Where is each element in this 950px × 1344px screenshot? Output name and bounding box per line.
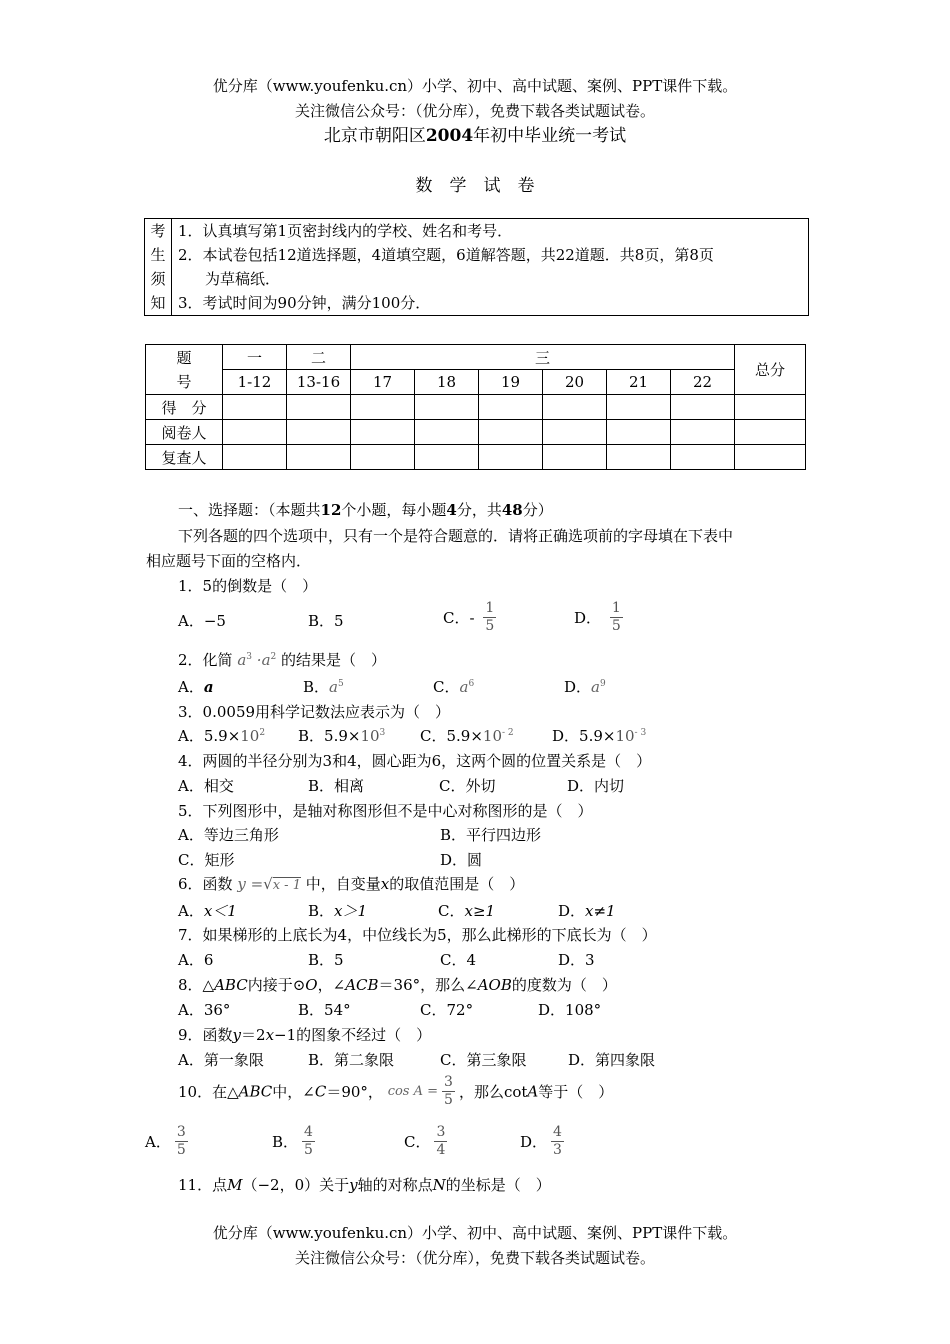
title-year: 2004 <box>425 126 474 146</box>
q4-option-a: A．相交 <box>178 777 234 795</box>
q8-option-b: B．54° <box>298 1001 351 1019</box>
q7-option-a: A．6 <box>178 951 214 969</box>
col-header: 20 <box>543 370 607 395</box>
fraction: $\frac{3}{5}$ <box>444 1074 453 1108</box>
col-header: 18 <box>415 370 479 395</box>
q7-stem: 7．如果梯形的上底长为4，中位线长为5，那么此梯形的下底长为（ ） <box>178 926 657 944</box>
q8-option-c: C．72° <box>420 1001 474 1019</box>
q3-option-c: C．$5.9\times 10^{- 2}$ <box>420 727 514 745</box>
q9-option-b: B．第二象限 <box>308 1051 395 1069</box>
footer-line-1: 优分库（www.youfenku.cn）小学、初中、高中试题、案例、PPT课件下载。 <box>212 1224 738 1242</box>
q9-option-a: A．第一象限 <box>178 1051 264 1069</box>
q10-option-c: C． $\frac{3}{4}$ <box>404 1124 446 1158</box>
q1-option-a: A．−5 <box>178 612 226 630</box>
q3-option-b: B．$5.9\times 10^3$ <box>298 727 386 745</box>
title-suffix: 年初中毕业统一考试 <box>473 126 627 146</box>
q7-option-b: B．5 <box>308 951 344 969</box>
section-one-header: 一 <box>223 345 287 370</box>
q6-stem: 6．函数 y =√x - 1 中，自变量x的取值范围是（ ） <box>178 875 525 893</box>
q10-option-a: A． $\frac{3}{5}$ <box>145 1124 186 1158</box>
q10-stem: 10．在△ABC中，∠C＝90°， cos A = $\frac{3}{5}$ ，那么cotA等于（ ） <box>178 1074 614 1108</box>
q8-option-a: A．36° <box>178 1001 231 1019</box>
q5-stem: 5．下列图形中，是轴对称图形但不是中心对称图形的是（ ） <box>178 802 593 820</box>
notice-item: 3．考试时间为90分钟，满分100分． <box>178 294 431 312</box>
q2-option-b: B．$a^5$ <box>303 678 344 696</box>
header-line-1: 优分库（www.youfenku.cn）小学、初中、高中试题、案例、PPT课件下载。 <box>212 77 738 95</box>
subtitle: 数 学 试 卷 <box>415 176 535 196</box>
row-label: 得 分 <box>146 395 223 420</box>
q9-option-d: D．第四象限 <box>568 1051 656 1069</box>
q5-option-c: C．矩形 <box>178 851 235 869</box>
notice-items <box>172 219 809 316</box>
fraction: $\frac{3}{5}$ <box>176 1124 186 1158</box>
col-header: 17 <box>351 370 415 395</box>
q5-option-b: B．平行四边形 <box>440 826 542 844</box>
q2-stem: 2．化简 $a^3 \cdot a^2$ 的结果是（ ） <box>178 651 387 669</box>
q1-option-b: B．5 <box>308 612 344 630</box>
exam-title <box>0 121 950 146</box>
q2-option-a: A．a <box>178 678 214 696</box>
row-label: 阅卷人 <box>146 420 223 445</box>
col-header: 22 <box>671 370 735 395</box>
q3-stem: 3．0.0059用科学记数法应表示为（ ） <box>178 703 451 721</box>
q10-option-b: B． $\frac{4}{5}$ <box>272 1124 313 1158</box>
q3-option-d: D．$5.9\times 10^{- 3}$ <box>552 727 647 745</box>
q9-stem: 9．函数y＝2x−1的图象不经过（ ） <box>178 1026 432 1044</box>
q8-option-d: D．108° <box>538 1001 602 1019</box>
notice-item: 2．本试卷包括12道选择题，4道填空题，6道解答题，共22道题．共8页，第8页 <box>178 246 714 264</box>
col-header: 21 <box>607 370 671 395</box>
instructions-line-2: 相应题号下面的空格内． <box>146 552 312 570</box>
q6-option-c: C．x≥1 <box>438 902 496 920</box>
header-line-2: 关注微信公众号：（优分库），免费下载各类试题试卷。 <box>294 102 655 120</box>
score-row <box>146 395 806 420</box>
notice-table <box>144 218 809 316</box>
fraction: $\frac{4}{3}$ <box>553 1124 562 1158</box>
q8-stem: 8．△ABC内接于⊙O，∠ACB＝36°，那么∠AOB的度数为（ ） <box>178 976 617 994</box>
fraction: $\frac{1}{5}$ <box>485 600 495 634</box>
q6-option-b: B．x＞1 <box>308 902 368 920</box>
q2-option-c: C．$a^6$ <box>433 678 475 696</box>
footer-line-2: 关注微信公众号：（优分库），免费下载各类试题试卷。 <box>294 1249 655 1267</box>
col-header: 1-12 <box>223 370 287 395</box>
row-label: 复查人 <box>146 445 223 470</box>
notice-item: 为草稿纸． <box>190 270 281 288</box>
title-prefix: 北京市朝阳区 <box>323 126 426 146</box>
reviewer-row <box>146 420 806 445</box>
notice-item: 1．认真填写第1页密封线内的学校、姓名和考号． <box>178 222 513 240</box>
q6-option-a: A．x＜1 <box>178 902 237 920</box>
col-header: 19 <box>479 370 543 395</box>
section-one-heading: 一、选择题：（本题共12个小题，每小题4分，共48分） <box>178 501 553 519</box>
q1-option-c: C．- $\frac{1}{5}$ <box>443 600 495 634</box>
q3-option-a: A．$5.9\times 10^2$ <box>178 727 266 745</box>
q7-option-d: D．3 <box>558 951 595 969</box>
section-two-header: 二 <box>287 345 351 370</box>
tihao-header: 题 号 <box>146 345 223 395</box>
section-three-header: 三 <box>351 345 735 370</box>
fraction: $\frac{3}{4}$ <box>436 1124 446 1158</box>
fraction: $\frac{1}{5}$ <box>611 600 621 634</box>
fraction: $\frac{4}{5}$ <box>304 1124 313 1158</box>
q5-option-d: D．圆 <box>440 851 483 869</box>
q4-option-c: C．外切 <box>439 777 496 795</box>
checker-row <box>146 445 806 470</box>
q5-option-a: A．等边三角形 <box>178 826 279 844</box>
notice-label: 考 生 须 知 <box>145 219 172 316</box>
q6-option-d: D．x≠1 <box>558 902 616 920</box>
q4-stem: 4．两圆的半径分别为3和4，圆心距为6，这两个圆的位置关系是（ ） <box>178 752 652 770</box>
col-header: 13-16 <box>287 370 351 395</box>
total-header: 总分 <box>735 345 806 395</box>
q1-stem: 1．5的倒数是（ ） <box>178 577 318 595</box>
q10-option-d: D． $\frac{4}{3}$ <box>520 1124 562 1158</box>
q7-option-c: C．4 <box>440 951 477 969</box>
q1-option-d: D． $\frac{1}{5}$ <box>574 600 621 634</box>
q11-stem: 11．点M（−2，0）关于y轴的对称点N的坐标是（ ） <box>178 1176 551 1194</box>
q4-option-d: D．内切 <box>567 777 625 795</box>
score-table <box>145 344 806 470</box>
instructions-line-1: 下列各题的四个选项中，只有一个是符合题意的．请将正确选项前的字母填在下表中 <box>178 527 734 545</box>
q9-option-c: C．第三象限 <box>440 1051 527 1069</box>
q2-option-d: D．$a^9$ <box>564 678 606 696</box>
q4-option-b: B．相离 <box>308 777 365 795</box>
